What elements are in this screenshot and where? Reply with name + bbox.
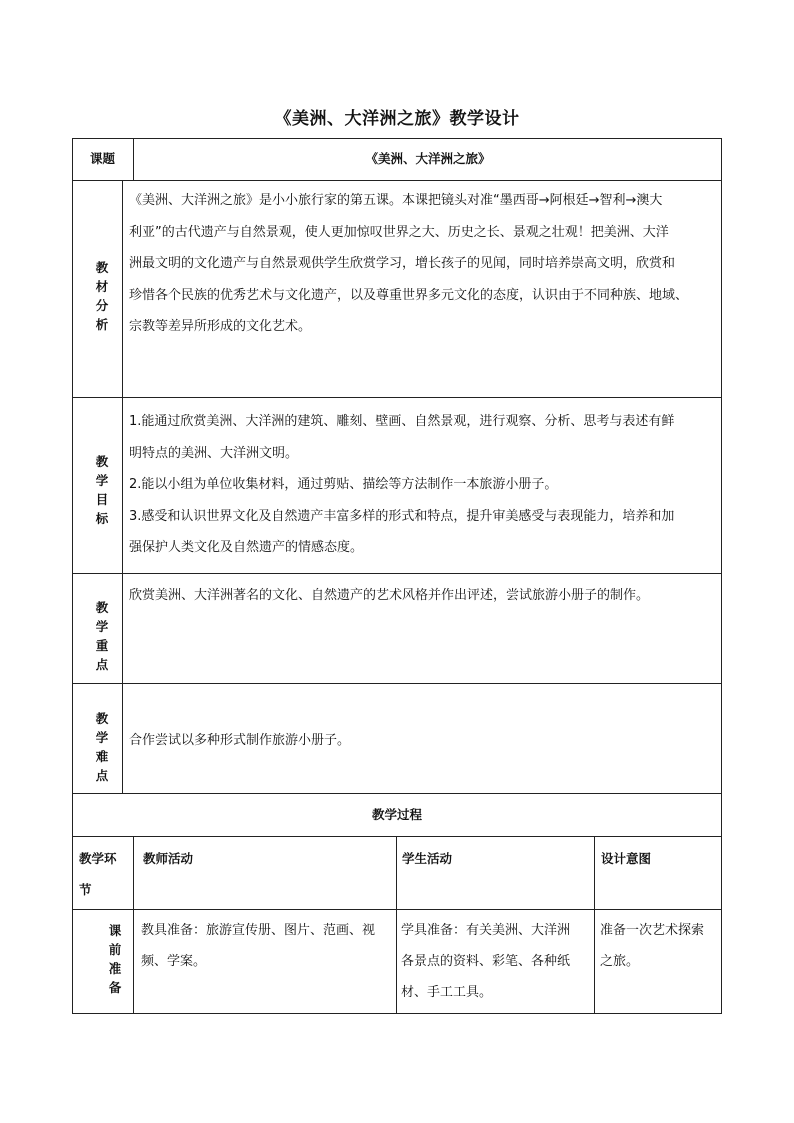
- row-divider: [72, 1013, 722, 1014]
- row-divider: [72, 909, 722, 910]
- row-divider: [72, 397, 722, 398]
- row-divider: [72, 836, 722, 837]
- document-title: 《美洲、大洋洲之旅》教学设计: [274, 109, 520, 129]
- column-divider: [133, 836, 134, 1013]
- design-intent-cell: 准备一次艺术探索 之旅。: [600, 923, 705, 969]
- design-intent-header: 设计意图: [601, 851, 652, 866]
- key-points-text: 欣赏美洲、大洋洲著名的文化、自然遗产的艺术风格并作出评述，尝试旅游小册子的制作。: [129, 588, 650, 603]
- student-activity-header: 学生活动: [402, 851, 453, 866]
- pre-class-stage-label: 课 前 准 备: [108, 923, 122, 995]
- analysis-label: 教 材 分 析: [95, 260, 109, 332]
- teacher-activity-cell: 教具准备：旅游宣传册、图片、范画、视 频、学案。: [141, 923, 376, 969]
- row-divider: [72, 180, 722, 181]
- key-points-label: 教 学 重 点: [95, 600, 109, 672]
- difficulties-label: 教 学 难 点: [95, 711, 109, 783]
- stage-header: 教学环 节: [79, 851, 117, 897]
- difficulties-text: 合作尝试以多种形式制作旅游小册子。: [129, 733, 351, 748]
- table-border-left: [72, 138, 73, 1014]
- lesson-label: 课题: [90, 151, 116, 166]
- teacher-activity-header: 教师活动: [143, 851, 194, 866]
- process-heading: 教学过程: [371, 807, 422, 822]
- row-divider: [72, 793, 722, 794]
- column-divider: [594, 836, 595, 1013]
- goals-text: 1.能通过欣赏美洲、大洋洲的建筑、雕刻、壁画、自然景观，进行观察、分析、思考与表述有鲜 明特点的美洲、大洋洲文明。 2.能以小组为单位收集材料，通过剪贴、描绘等方法制作一本旅游小册子。 3.感受和认识世界文化及自然遗产丰富多样的形式和特点，提升审美感受与表现能力，培养和加 强保护人类文化及自然遗产的情感态度。: [129, 414, 675, 555]
- column-divider: [122, 180, 123, 793]
- column-divider: [396, 836, 397, 1013]
- goals-label: 教 学 目 标: [95, 454, 109, 526]
- row-divider: [72, 683, 722, 684]
- table-border-right: [721, 138, 722, 1014]
- analysis-text: 《美洲、大洋洲之旅》是小小旅行家的第五课。本课把镜头对准“墨西哥→阿根廷→智利→澳大 利亚”的古代遗产与自然景观，使人更加惊叹世界之大、历史之长、景观之壮观！把美洲、大洋 洲最文明的文化遗产与自然景观供学生欣赏学习，增长孩子的见闻，同时培养崇高文明，欣赏和 珍惜各个民族的优秀艺术与文化遗产，以及尊重世界多元文化的态度，认识由于不同种族、地域、 宗教等差异所形成的文化艺术。: [129, 193, 689, 334]
- student-activity-cell: 学具准备：有关美洲、大洋洲 各景点的资料、彩笔、各种纸 材、手工工具。: [401, 923, 571, 1000]
- lesson-value: 《美洲、大洋洲之旅》: [365, 151, 491, 166]
- row-divider: [72, 138, 722, 139]
- row-divider: [72, 573, 722, 574]
